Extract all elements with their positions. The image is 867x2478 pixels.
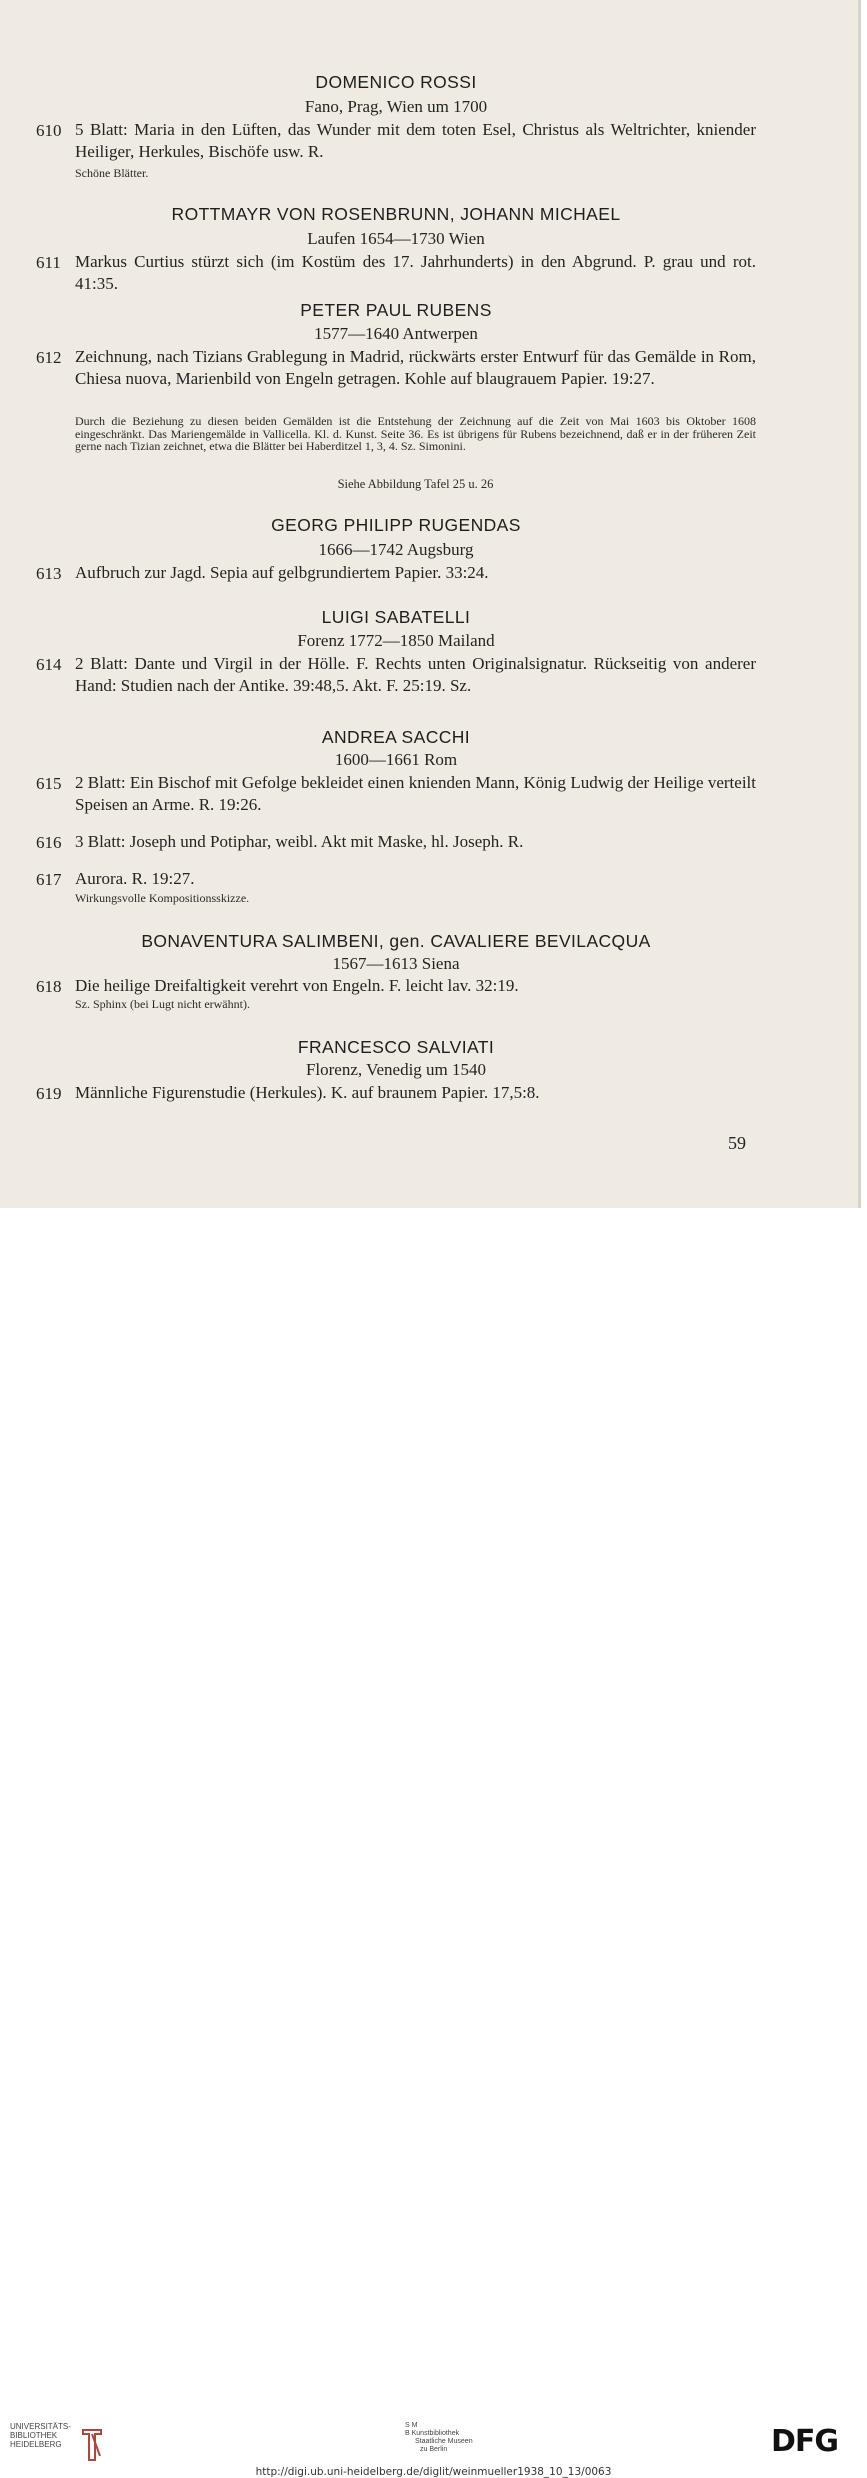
library-name (10, 2422, 82, 2449)
lot-note: Schöne Blätter. (75, 166, 149, 180)
artist-dates: Florenz, Venedig um 1540 (305, 1060, 487, 1079)
artist-dates: Forenz 1772—1850 Mailand (297, 631, 495, 650)
stamp-line: Staatliche Museen (415, 2438, 473, 2445)
university-logo-icon (80, 2426, 104, 2462)
lot-note: Durch die Beziehung zu diesen beiden Gemälden ist die Entstehung der Zeichnung auf die Zeit von Mai 1603 bis Oktober 1608 eingeschränkt. Das Mariengemälde in Vallicella. Kl. d. Kunst. Seite 36. Es ist übrigens für Rubens bezeichnend, daß er in der früheren Zeit gerne nach Tizian zeichnet, etwa die Blätter bei Haberditzel 1, 3, 4. Sz. Simonini. (75, 414, 756, 453)
lot-number: 617 (36, 870, 62, 889)
artist-dates: 1577—1640 Antwerpen (314, 324, 478, 343)
lot-number: 619 (36, 1084, 62, 1103)
artist-heading: LUIGI SABATELLI (321, 607, 471, 627)
artist-dates: 1600—1661 Rom (334, 750, 458, 769)
page-number: 59 (728, 1133, 746, 1153)
lot-description: Zeichnung, nach Tizians Grablegung in Madrid, rückwärts erster Entwurf für das Gemälde in Rom, Chiesa nuova, Marienbild von Engeln getragen. Kohle auf blaugrauem Papier. 19:27. (75, 347, 756, 388)
museum-stamp (405, 2422, 525, 2454)
viewer-footer (0, 1208, 867, 2478)
lot-number: 614 (36, 655, 62, 674)
lot-description: 2 Blatt: Dante und Virgil in der Hölle. F. Rechts unten Originalsignatur. Rückseitig von anderer Hand: Studien nach der Antike. 39:48,5. Akt. F. 25:19. Sz. (75, 654, 756, 695)
lot-number: 611 (36, 253, 61, 272)
dfg-logo: DFG (771, 2424, 839, 2459)
artist-heading: PETER PAUL RUBENS (300, 300, 492, 320)
lot-number: 613 (36, 564, 62, 583)
artist-heading: FRANCESCO SALVIATI (297, 1037, 495, 1057)
scanned-page (0, 0, 861, 1208)
source-url-link[interactable]: http://digi.ub.uni-heidelberg.de/diglit/weinmueller1938_10_13/0063 (255, 2466, 612, 2478)
lot-note: Sz. Sphinx (bei Lugt nicht erwähnt). (75, 997, 250, 1011)
lot-description: Die heilige Dreifaltigkeit verehrt von Engeln. F. leicht lav. 32:19. (75, 976, 519, 995)
lot-description: 5 Blatt: Maria in den Lüften, das Wunder mit dem toten Esel, Christus als Weltrichter, kniender Heiliger, Herkules, Bischöfe usw. R. (75, 120, 756, 161)
stamp-line: zu Berlin (420, 2446, 448, 2453)
stamp-line: B Kunstbibliothek (405, 2430, 460, 2437)
artist-heading: DOMENICO ROSSI (315, 72, 477, 92)
artist-heading: GEORG PHILIPP RUGENDAS (271, 515, 521, 535)
library-line: HEIDELBERG (10, 2440, 62, 2449)
lot-description: Markus Curtius stürzt sich (im Kostüm des 17. Jahrhunderts) in den Abgrund. P. grau und rot. 41:35. (75, 252, 756, 293)
library-line: BIBLIOTHEK (10, 2431, 58, 2440)
artist-heading: ROTTMAYR VON ROSENBRUNN, JOHANN MICHAEL (171, 204, 621, 224)
lot-description: Aufbruch zur Jagd. Sepia auf gelbgrundiertem Papier. 33:24. (75, 563, 489, 582)
lot-description: 3 Blatt: Joseph und Potiphar, weibl. Akt mit Maske, hl. Joseph. R. (75, 832, 524, 851)
lot-description: Aurora. R. 19:27. (75, 869, 195, 888)
artist-heading: ANDREA SACCHI (321, 727, 471, 747)
lot-number: 612 (36, 348, 62, 367)
stamp-line: S M (405, 2422, 418, 2429)
lot-description: 2 Blatt: Ein Bischof mit Gefolge bekleidet einen knienden Mann, König Ludwig der Heilige verteilt Speisen an Arme. R. 19:26. (75, 773, 756, 814)
lot-number: 610 (36, 121, 62, 140)
artist-heading: BONAVENTURA SALIMBENI, gen. CAVALIERE BEVILACQUA (141, 931, 651, 951)
library-line: UNIVERSITÄTS- (10, 2422, 71, 2431)
lot-number: 615 (36, 774, 62, 793)
lot-description: Männliche Figurenstudie (Herkules). K. auf braunem Papier. 17,5:8. (75, 1083, 540, 1102)
lot-number: 618 (36, 977, 62, 996)
lot-number: 616 (36, 833, 62, 852)
artist-dates: Laufen 1654—1730 Wien (307, 229, 485, 248)
artist-dates: 1666—1742 Augsburg (318, 540, 474, 559)
artist-dates: 1567—1613 Siena (332, 954, 460, 973)
plate-reference: Siehe Abbildung Tafel 25 u. 26 (337, 477, 494, 491)
lot-note: Wirkungsvolle Kompositionsskizze. (75, 891, 250, 905)
artist-dates: Fano, Prag, Wien um 1700 (304, 97, 488, 116)
